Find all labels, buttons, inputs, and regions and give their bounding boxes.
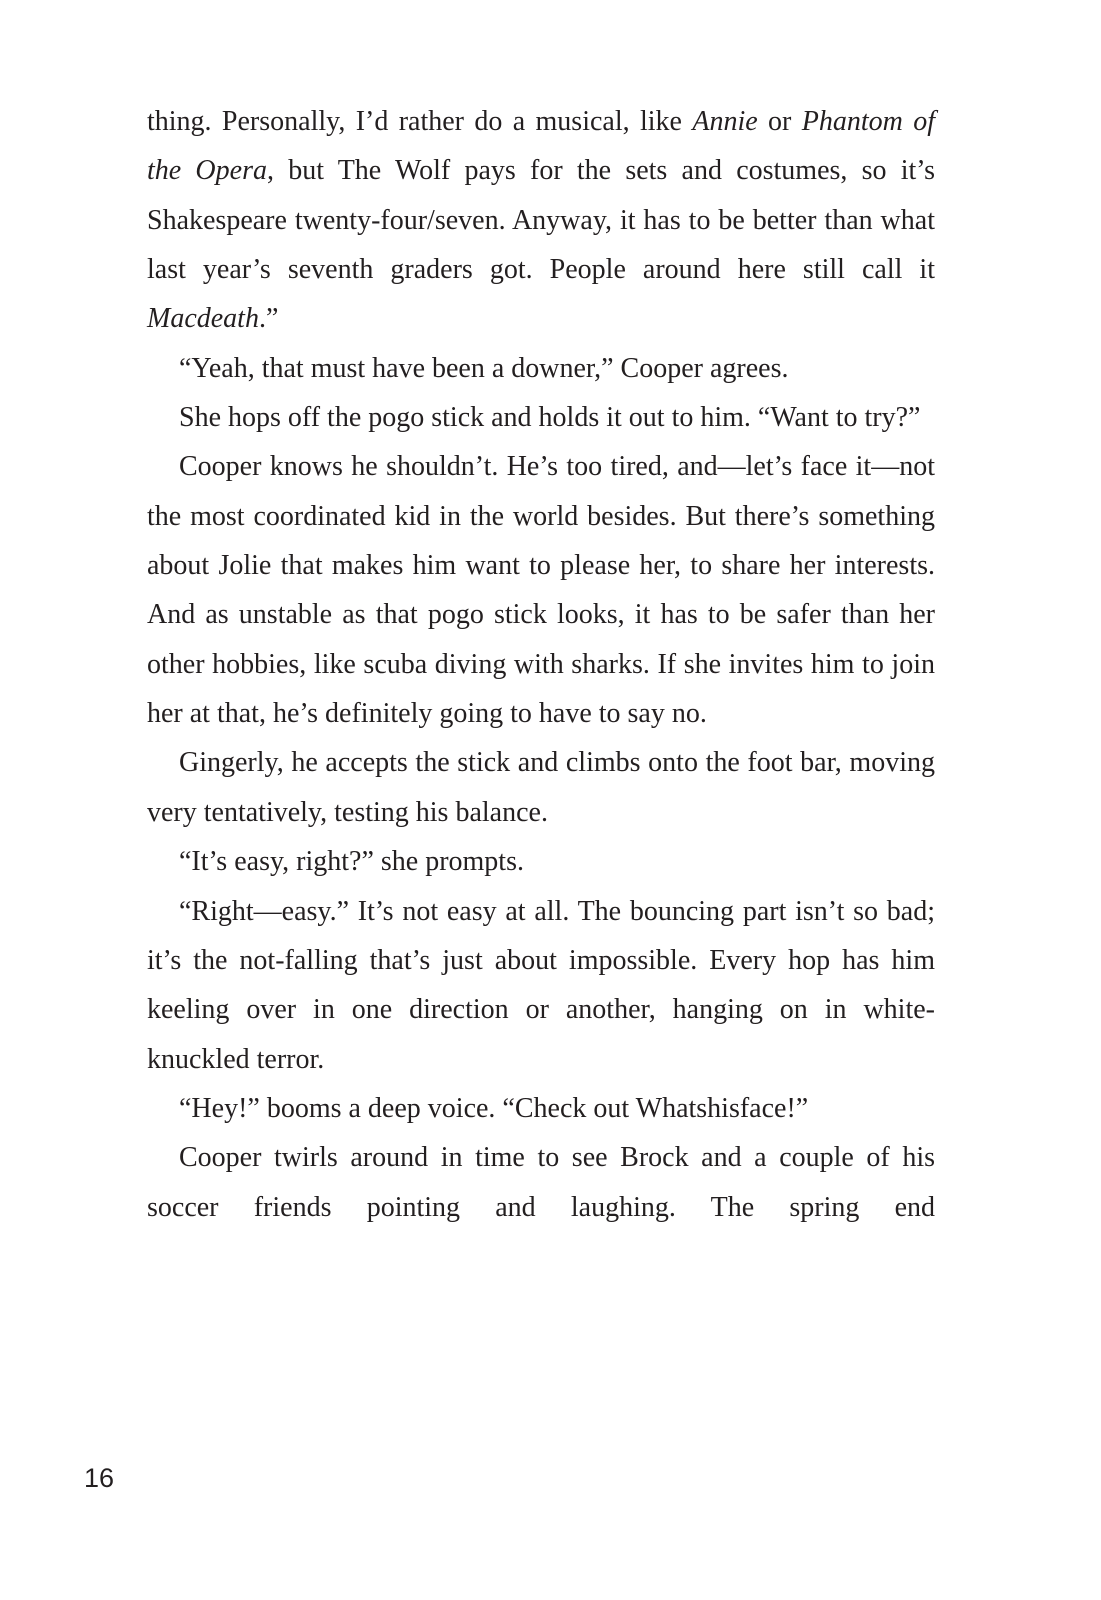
paragraph-1-text-a: thing. Personally, I’d rather do a musical, like [147, 106, 693, 137]
paragraph-7: “Right—easy.” It’s not easy at all. The bouncing part isn’t so bad; it’s the not-falling that’s just about impossible. Every hop has him keeling over in one direction or another, hanging on in white-knuckled terror. [147, 895, 935, 1075]
body-text [147, 97, 935, 1232]
paragraph-3: She hops off the pogo stick and holds it out to him. “Want to try?” [179, 402, 921, 434]
paragraph-5: Gingerly, he accepts the stick and climbs onto the foot bar, moving very tentatively, testing his balance. [147, 747, 935, 828]
title-annie: Annie [692, 106, 758, 137]
paragraph-1-text-g: .” [258, 303, 279, 335]
paragraph-9: Cooper twirls around in time to see Brock and a couple of his soccer friends pointing and laughing. The spring end [147, 1142, 935, 1223]
paragraph-1-text-e: , but The Wolf pays for the sets and costumes, so it’s Shakespeare twenty-four/seven. Anyway, it has to be better than what last year’s seventh graders got. People around here still call it [147, 155, 935, 286]
title-phantom-of-the-opera: Phantom of the Opera [147, 106, 936, 187]
paragraph-1-text-c: or [757, 106, 802, 137]
page-number: 16 [84, 1463, 115, 1493]
paragraph-8: “Hey!” booms a deep voice. “Check out Whatshisface!” [179, 1092, 809, 1124]
paragraph-6: “It’s easy, right?” she prompts. [179, 846, 524, 878]
paragraph-2: “Yeah, that must have been a downer,” Cooper agrees. [179, 352, 789, 384]
paragraph-1 [147, 97, 935, 344]
paragraph-4: Cooper knows he shouldn’t. He’s too tired, and—let’s face it—not the most coordinated kid in the world besides. But there’s something about Jolie that makes him want to please her, to share her interests. And as unstable as that pogo stick looks, it has to be safer than her other hobbies, like scuba diving with sharks. If she invites him to join her at that, he’s definitely going to have to say no. [147, 451, 935, 730]
title-macdeath: Macdeath [147, 303, 259, 335]
